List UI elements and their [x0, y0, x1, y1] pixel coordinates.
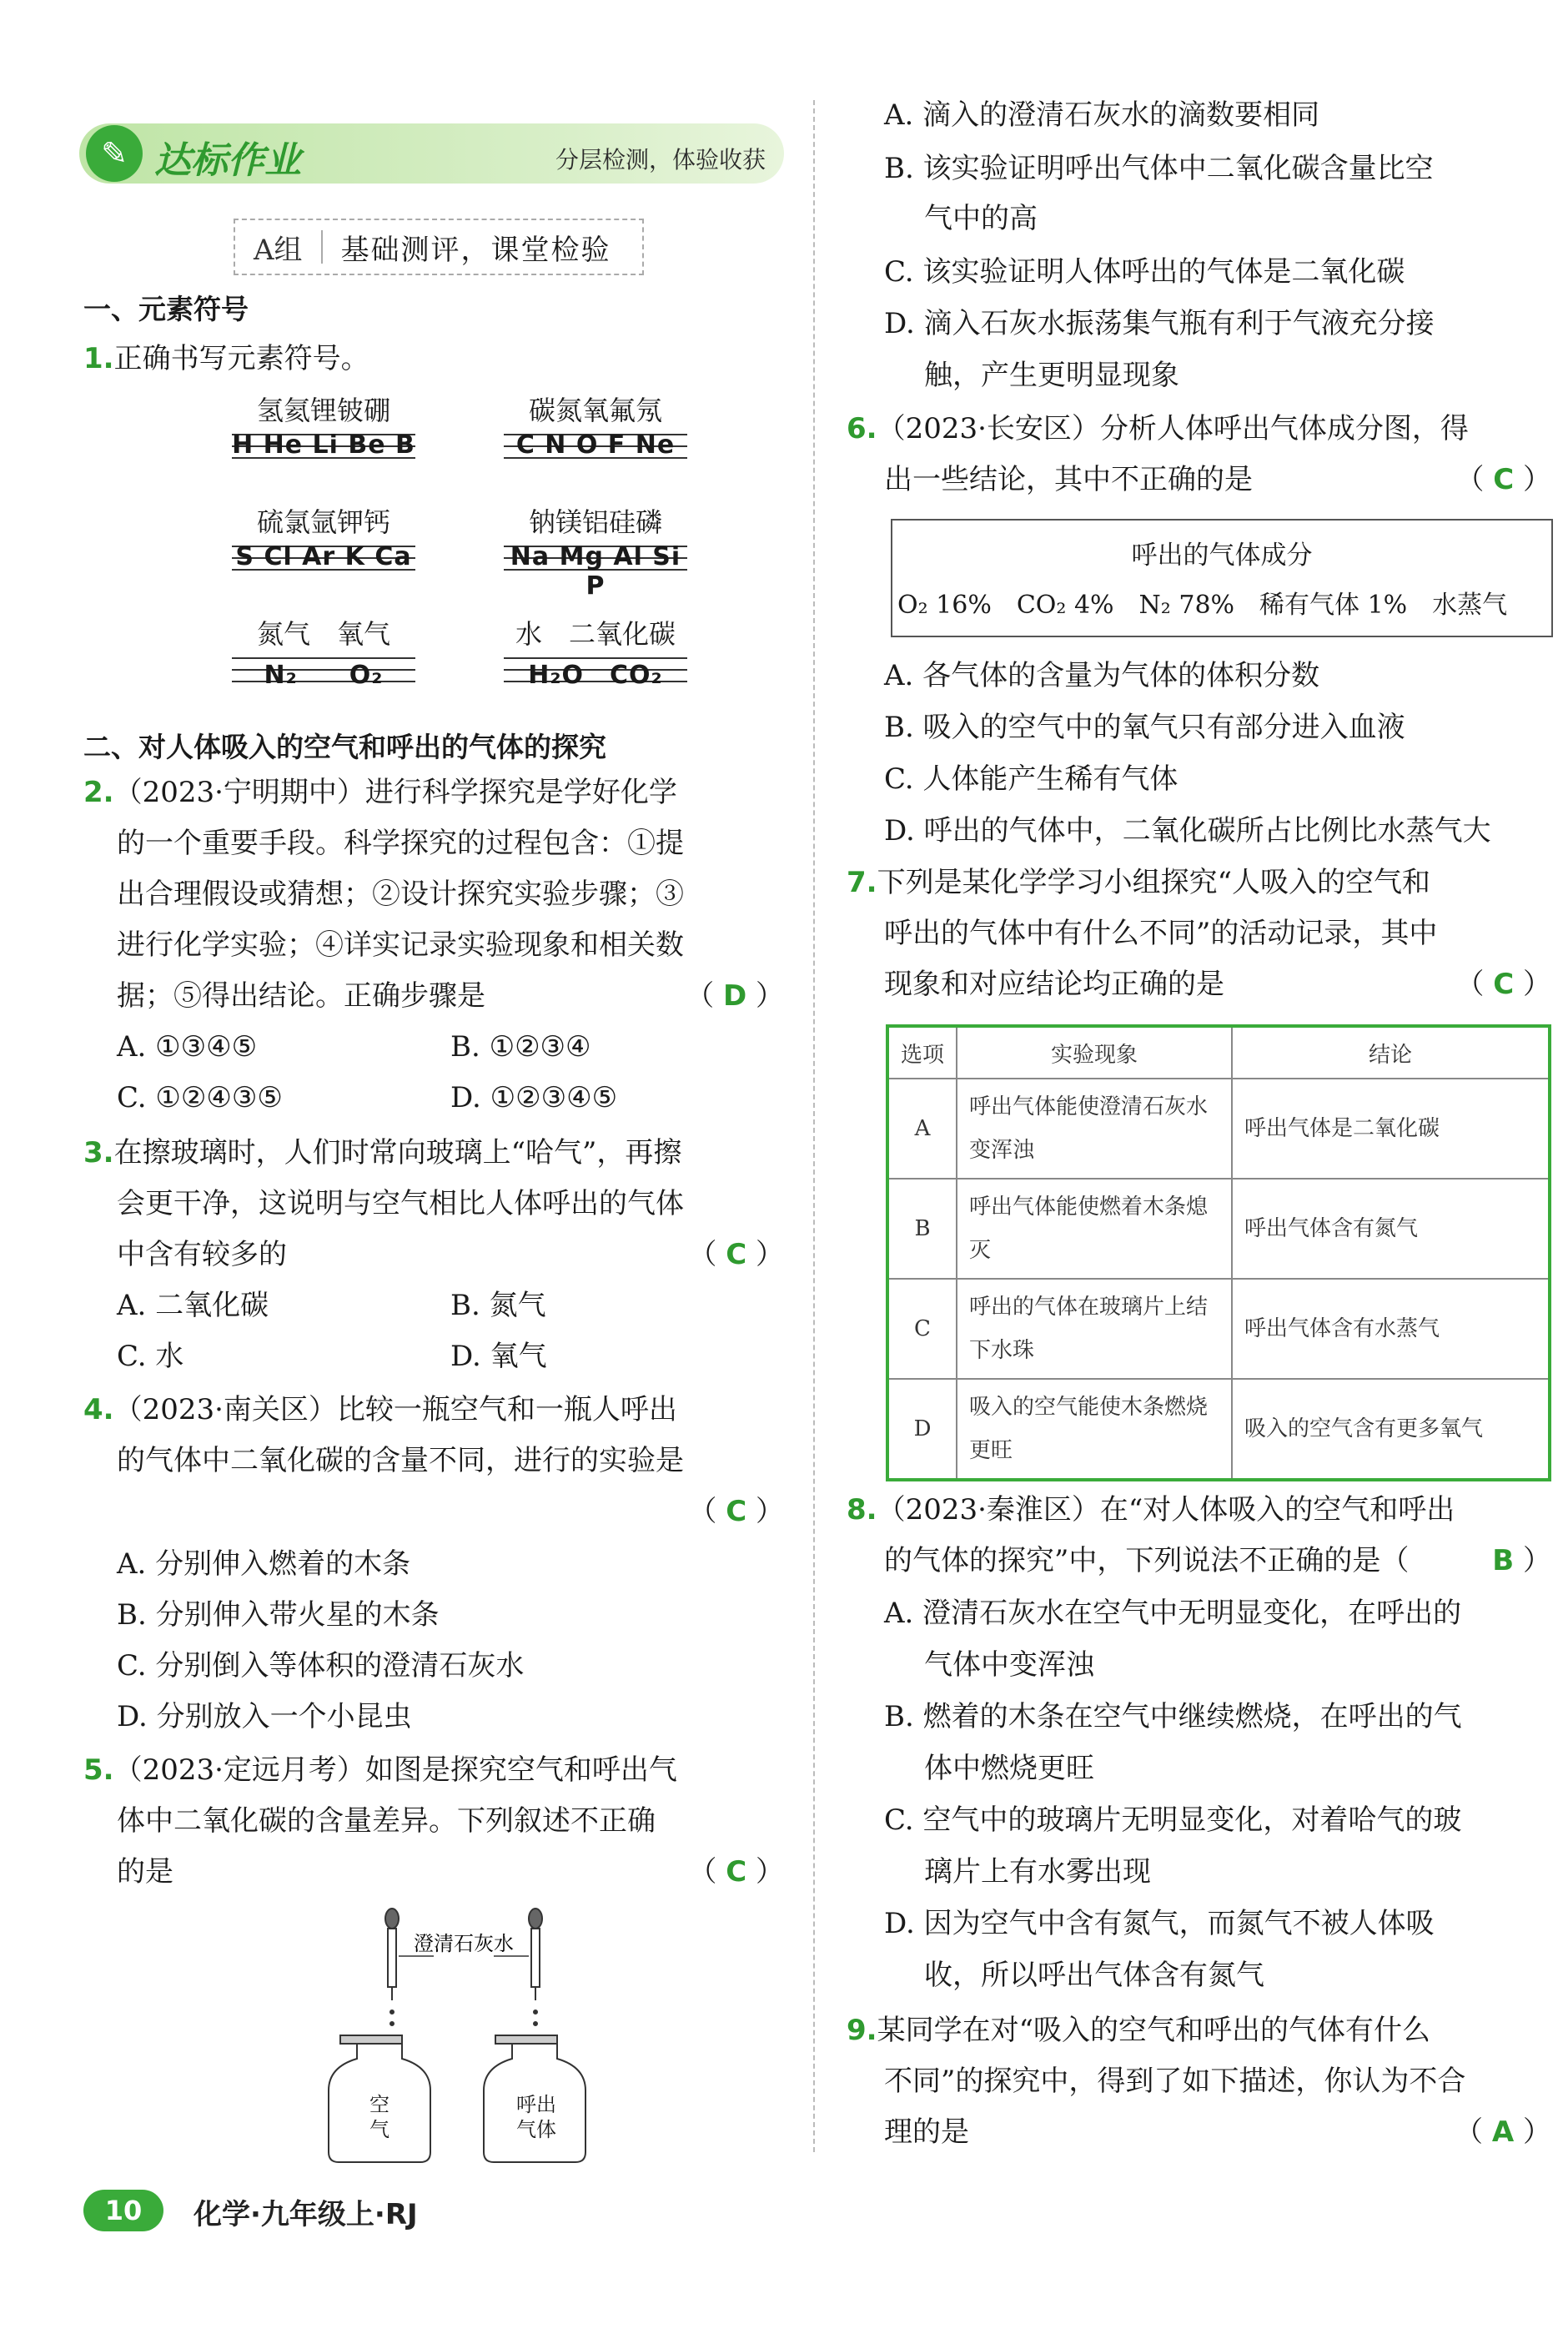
results-table	[886, 1024, 1551, 1481]
pencil-icon: ✎	[86, 125, 143, 182]
gas-box-items: O₂ 16% CO₂ 4% N₂ 78% 稀有气体 1% 水蒸气	[897, 591, 1508, 620]
question-number: 8.	[847, 1493, 877, 1527]
question-line: 出一些结论，其中不正确的是	[884, 463, 1253, 496]
answer: D	[722, 979, 747, 1013]
element-block	[504, 616, 687, 696]
answer: C	[726, 1238, 747, 1271]
table-cell: 呼出气体含有水蒸气	[1232, 1279, 1550, 1379]
table-row	[887, 1379, 1550, 1480]
question-5	[83, 1745, 784, 1898]
option: C. ①②④③⑤	[117, 1081, 283, 1114]
question-6	[847, 404, 1551, 506]
answer-bracket: （ C ）	[688, 1495, 784, 1528]
experiment-figure	[317, 1902, 601, 2169]
question-line: 据；⑤得出结论。正确步骤是	[117, 979, 485, 1013]
group-label	[234, 219, 644, 275]
bottle-label-air: 空气	[369, 2093, 389, 2141]
option: C. 分别倒入等体积的澄清石灰水	[117, 1649, 525, 1683]
option: D. 氧气	[450, 1340, 547, 1373]
option: C. 水	[117, 1340, 184, 1373]
option: 触，产生更明显现象	[924, 359, 1179, 392]
answer: B	[1492, 1544, 1515, 1577]
question-number: 6.	[847, 412, 877, 445]
table-row	[887, 1179, 1550, 1279]
page-number: 10	[83, 2190, 163, 2231]
question-1	[83, 334, 784, 385]
table-row	[887, 1079, 1550, 1179]
element-symbols: N₂ O₂	[264, 661, 384, 690]
element-names: 钠镁铝硅磷	[528, 506, 662, 538]
option: A. 各气体的含量为气体的体积分数	[884, 659, 1320, 692]
element-symbols: H₂O CO₂	[528, 661, 663, 690]
option: C. 人体能产生稀有气体	[884, 762, 1179, 796]
option: B. 吸入的空气中的氧气只有部分进入血液	[884, 711, 1405, 744]
dropper-left	[385, 1909, 399, 2025]
table-cell: 呼出气体是二氧化碳	[1232, 1079, 1550, 1179]
question-line: 中含有较多的	[117, 1238, 287, 1271]
answer: C	[726, 1495, 747, 1528]
answer: A	[1491, 2115, 1515, 2149]
element-names: 硫氯氩钾钙	[256, 506, 390, 538]
table-header-row	[887, 1026, 1550, 1079]
element-block	[232, 504, 415, 584]
element-names: 氢氦锂铍硼	[256, 395, 390, 426]
question-line: （2023·长安区）分析人体呼出气体成分图，得	[877, 412, 1469, 445]
question-text: 正确书写元素符号。	[113, 342, 369, 375]
table-cell: 呼出的气体在玻璃片上结下水珠	[957, 1279, 1232, 1379]
table-cell: 呼出气体含有氮气	[1232, 1179, 1550, 1279]
answer-bracket: （ C ）	[688, 1855, 784, 1889]
element-block	[504, 504, 687, 601]
element-block	[504, 392, 687, 472]
table-cell: 呼出气体能使燃着木条熄灭	[957, 1179, 1232, 1279]
table-header: 实验现象	[957, 1026, 1232, 1079]
footer-text: 化学·九年级上·RJ	[193, 2198, 418, 2231]
question-number: 7.	[847, 866, 877, 899]
question-line: （2023·南关区）比较一瓶空气和一瓶人呼出	[113, 1393, 677, 1426]
element-names: 碳氮氧氟氖	[528, 395, 662, 426]
question-line: 下列是某化学学习小组探究“人吸入的空气和	[877, 866, 1430, 899]
question-number: 5.	[83, 1753, 114, 1787]
option: B. 氮气	[450, 1289, 546, 1322]
question-line: 出合理假设或猜想；②设计探究实验步骤；③	[117, 878, 684, 911]
question-line: 的气体中二氧化碳的含量不同，进行的实验是	[117, 1444, 684, 1477]
element-symbols: Na Mg Al Si P	[510, 542, 681, 601]
element-names: 氮气 氧气	[256, 618, 390, 650]
answer-bracket: B ）	[1492, 1544, 1551, 1577]
answer-bracket: （ C ）	[1455, 463, 1551, 496]
option: D. 因为空气中含有氮气，而氮气不被人体吸	[884, 1907, 1435, 1940]
question-8	[847, 1485, 1551, 1587]
gas-composition-box	[891, 519, 1553, 637]
option: D. 呼出的气体中，二氧化碳所占比例比水蒸气大	[884, 814, 1491, 848]
question-line: 的一个重要手段。科学探究的过程包含：①提	[117, 827, 684, 860]
answer-bracket: （ C ）	[688, 1238, 784, 1271]
option: A. 二氧化碳	[117, 1289, 269, 1322]
group-text: 基础测评，课堂检验	[340, 233, 611, 267]
table-cell: 吸入的空气能使木条燃烧更旺	[957, 1379, 1232, 1480]
option: 收，所以呼出气体含有氮气	[924, 1959, 1264, 1992]
section-heading-2: 二、对人体吸入的空气和呼出的气体的探究	[83, 731, 606, 763]
bottle-label-exhaled: 呼出气体	[516, 2093, 556, 2141]
option: A. 滴入的澄清石灰水的滴数要相同	[884, 98, 1320, 132]
group-tag: A组	[235, 230, 323, 264]
option: D. ①②③④⑤	[450, 1081, 618, 1114]
table-cell: 吸入的空气含有更多氧气	[1232, 1379, 1550, 1480]
question-line: 某同学在对“吸入的空气和呼出的气体有什么	[877, 2014, 1430, 2047]
element-block	[232, 616, 415, 696]
option: B. ①②③④	[450, 1030, 591, 1064]
option: B. 燃着的木条在空气中继续燃烧，在呼出的气	[884, 1700, 1462, 1733]
option: 璃片上有水雾出现	[924, 1855, 1151, 1889]
answer: C	[1493, 463, 1515, 496]
question-line: 不同”的探究中，得到了如下描述，你认为不合	[884, 2065, 1466, 2098]
question-number: 4.	[83, 1393, 114, 1426]
question-line: 在擦玻璃时，人们时常向玻璃上“哈气”，再擦	[113, 1136, 682, 1169]
question-number: 1.	[83, 342, 114, 375]
option: A. ①③④⑤	[117, 1030, 258, 1064]
gas-box-title: 呼出的气体成分	[1131, 541, 1313, 571]
option: 体中燃烧更旺	[924, 1752, 1094, 1785]
option: C. 该实验证明人体呼出的气体是二氧化碳	[884, 255, 1405, 289]
question-line: 会更干净，这说明与空气相比人体呼出的气体	[117, 1187, 684, 1220]
question-line: 体中二氧化碳的含量差异。下列叙述不正确	[117, 1804, 656, 1838]
option: D. 滴入石灰水振荡集气瓶有利于气液充分接	[884, 307, 1435, 340]
question-4	[83, 1385, 784, 1537]
element-symbols: C N O F Ne	[515, 430, 676, 460]
element-symbols: S Cl Ar K Ca	[235, 542, 412, 571]
element-symbols: H He Li Be B	[232, 430, 415, 460]
question-7	[847, 858, 1551, 1010]
option: B. 分别伸入带火星的木条	[117, 1598, 440, 1632]
question-line: 呼出的气体中有什么不同”的活动记录，其中	[884, 917, 1438, 950]
question-line: （2023·宁明期中）进行科学探究是学好化学	[113, 776, 677, 809]
section-banner	[79, 123, 784, 184]
option: 气中的高	[924, 202, 1038, 235]
option: A. 分别伸入燃着的木条	[117, 1547, 411, 1581]
table-cell: A	[887, 1079, 957, 1179]
answer-bracket: （ D ）	[686, 979, 784, 1013]
element-names: 水 二氧化碳	[515, 618, 676, 650]
option: B. 该实验证明呼出气体中二氧化碳含量比空	[884, 152, 1434, 185]
table-cell: D	[887, 1379, 957, 1480]
question-line: （2023·定远月考）如图是探究空气和呼出气	[113, 1753, 677, 1787]
table-header: 结论	[1232, 1026, 1550, 1079]
option: D. 分别放入一个小昆虫	[117, 1700, 412, 1733]
answer-bracket: （ A ）	[1455, 2115, 1551, 2149]
question-line: 现象和对应结论均正确的是	[884, 968, 1224, 1001]
element-block	[232, 392, 415, 472]
question-3	[83, 1128, 784, 1280]
answer-bracket: （ C ）	[1455, 968, 1551, 1001]
question-line: （2023·秦淮区）在“对人体吸入的空气和呼出	[877, 1493, 1455, 1527]
banner-title: 达标作业	[154, 139, 301, 182]
table-row	[887, 1279, 1550, 1379]
question-number: 2.	[83, 776, 114, 809]
option: C. 空气中的玻璃片无明显变化，对着哈气的玻	[884, 1803, 1462, 1837]
dropper-label: 澄清石灰水	[414, 1932, 514, 1955]
table-cell: 呼出气体能使澄清石灰水变浑浊	[957, 1079, 1232, 1179]
question-line: 的是	[117, 1855, 173, 1889]
question-2	[83, 767, 784, 1022]
question-line: 理的是	[884, 2115, 969, 2149]
question-line: 进行化学实验；④详实记录实验现象和相关数	[117, 928, 684, 962]
question-number: 3.	[83, 1136, 114, 1169]
dropper-right	[529, 1909, 542, 2025]
answer: C	[726, 1855, 747, 1889]
banner-subtitle: 分层检测，体验收获	[555, 146, 766, 174]
question-9	[847, 2005, 1551, 2158]
question-number: 9.	[847, 2014, 877, 2047]
option: A. 澄清石灰水在空气中无明显变化，在呼出的	[884, 1597, 1462, 1630]
question-line: 的气体的探究”中，下列说法不正确的是（	[884, 1544, 1410, 1577]
table-cell: B	[887, 1179, 957, 1279]
column-divider	[813, 100, 815, 2152]
table-cell: C	[887, 1279, 957, 1379]
option: 气体中变浑浊	[924, 1648, 1094, 1682]
answer: C	[1493, 968, 1515, 1001]
table-header: 选项	[887, 1026, 957, 1079]
section-heading-1: 一、元素符号	[83, 293, 249, 325]
